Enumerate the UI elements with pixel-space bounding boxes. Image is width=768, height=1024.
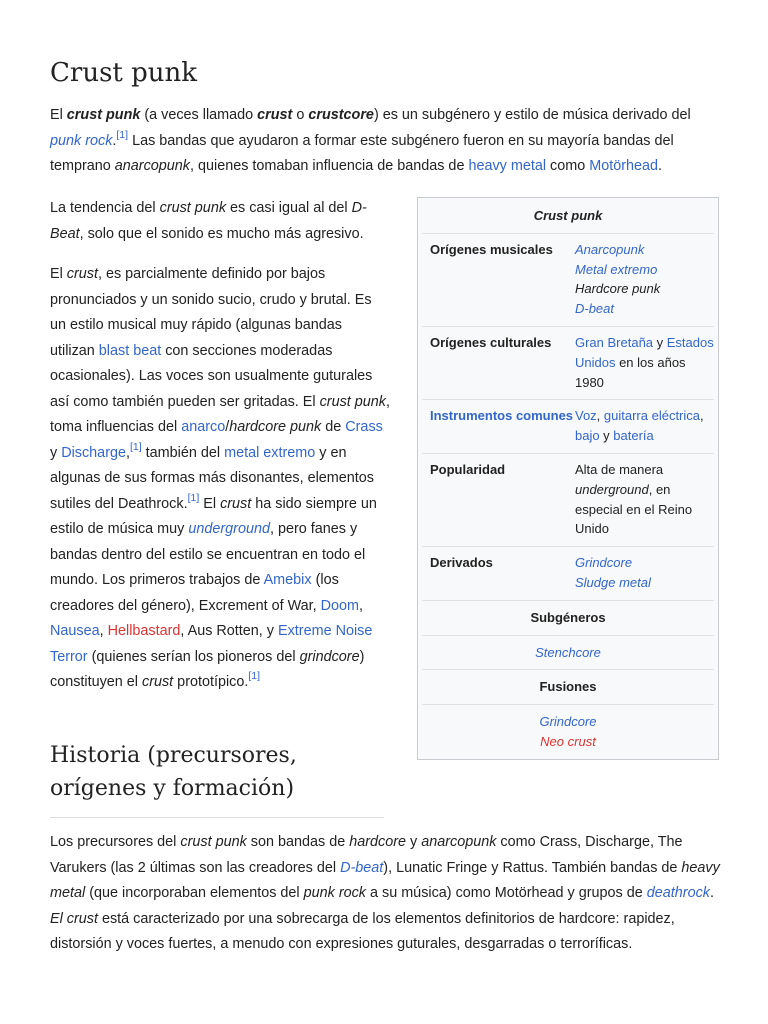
infobox-row-popularidad bbox=[422, 453, 714, 546]
italic-term: crust bbox=[66, 266, 98, 282]
text: y bbox=[406, 834, 422, 850]
text: es casi igual al del bbox=[226, 200, 352, 216]
link-d-beat[interactable]: D-beat bbox=[574, 301, 615, 317]
italic-term: El crust bbox=[50, 910, 98, 927]
text: , toma influencias del bbox=[50, 393, 390, 435]
text: , pero fanes y bandas dentro del estilo se encuentran en todo el mundo. Los primeros trabajos de bbox=[50, 521, 366, 588]
link-amebix[interactable]: Amebix bbox=[263, 572, 312, 588]
page-title: Crust punk bbox=[50, 58, 198, 88]
text: , solo que el sonido es mucho más agresivo. bbox=[79, 225, 364, 242]
link-d-beat[interactable]: D-beat bbox=[340, 859, 384, 876]
italic-term: grindcore bbox=[299, 648, 360, 665]
bold-term: crust punk bbox=[66, 107, 141, 123]
italic-term: crust punk bbox=[159, 200, 227, 216]
link-gran-bretana[interactable]: Gran Bretaña bbox=[574, 334, 654, 350]
infobox-row-instrumentos bbox=[422, 399, 714, 453]
link-doom[interactable]: Doom bbox=[320, 597, 360, 614]
reference-link[interactable]: [1] bbox=[248, 670, 261, 682]
link-discharge[interactable]: Discharge bbox=[61, 444, 126, 461]
infobox-value bbox=[575, 240, 714, 319]
link-nausea[interactable]: Nausea bbox=[50, 623, 100, 639]
text: La tendencia del bbox=[50, 200, 160, 216]
text: , bbox=[596, 408, 604, 424]
link-anarcopunk[interactable]: Anarcopunk bbox=[574, 241, 645, 257]
infobox-row-origenes-musicales bbox=[422, 233, 714, 326]
text: con secciones moderadas ocasionales). Las voces son usualmente guturales así como también pueden ser gritadas. El bbox=[50, 342, 373, 410]
text: , es parcialmente definido por bajos pronunciados y un sonido sucio, crudo y brutal. Es un estilo musical muy rápido (algunas bandas utilizan bbox=[50, 266, 372, 359]
link-heavy-metal[interactable]: heavy metal bbox=[468, 158, 547, 174]
text: , bbox=[700, 408, 704, 424]
value-text: Hardcore punk bbox=[574, 281, 661, 297]
description-paragraph bbox=[50, 262, 390, 696]
intro-paragraph bbox=[50, 103, 720, 180]
text: y en algunas de sus formas más disonantes, elementos sutiles del Deathrock. bbox=[50, 444, 374, 512]
link-grindcore[interactable]: Grindcore bbox=[574, 555, 633, 571]
text: como Crass, Discharge, The Varukers (las 2 últimas son las creadores del bbox=[50, 834, 683, 876]
link-metal-extremo[interactable]: Metal extremo bbox=[574, 261, 658, 277]
text: . bbox=[658, 158, 663, 174]
infobox-header-subgeneros: Subgéneros bbox=[422, 600, 714, 635]
infobox bbox=[417, 197, 719, 760]
bold-term: crustcore bbox=[308, 107, 374, 123]
bold-term: crust bbox=[257, 107, 293, 123]
text: como bbox=[546, 158, 590, 174]
infobox-value bbox=[575, 460, 714, 539]
link-bajo[interactable]: bajo bbox=[574, 428, 600, 444]
link-bateria[interactable]: batería bbox=[613, 428, 654, 444]
text: , quienes tomaban influencia de bandas de bbox=[190, 158, 469, 174]
link-voz[interactable]: Voz bbox=[574, 408, 597, 424]
text: ) es un subgénero y estilo de música derivado del bbox=[373, 107, 691, 123]
link-underground[interactable]: underground bbox=[188, 521, 270, 537]
infobox-label: Derivados bbox=[430, 555, 493, 571]
italic-term: hardcore punk bbox=[229, 419, 322, 435]
text: . bbox=[709, 885, 714, 901]
infobox-label: Popularidad bbox=[430, 461, 506, 477]
text: , Aus Rotten, y bbox=[180, 623, 278, 639]
text: está caracterizado por una sobrecarga de los elementos definitorios de hardcore: rapidez, distorsión y voces fuertes, a menudo con expresiones guturales, desgarradas o terroríficas. bbox=[50, 910, 675, 952]
infobox-row-derivados bbox=[422, 546, 714, 600]
infobox-value bbox=[575, 406, 714, 446]
text: a su música) como Motörhead y grupos de bbox=[366, 885, 647, 901]
text: Las bandas que ayudaron a formar este subgénero fueron en su mayoría bandas del temprano bbox=[50, 132, 674, 174]
text: Los precursores del bbox=[50, 834, 181, 850]
link-metal-extremo[interactable]: metal extremo bbox=[224, 444, 316, 461]
text: ) constituyen el bbox=[50, 648, 365, 690]
infobox-fusiones-list bbox=[422, 704, 714, 759]
link-motorhead[interactable]: Motörhead bbox=[589, 158, 659, 174]
link-neo-crust[interactable]: Neo crust bbox=[540, 733, 596, 749]
link-guitarra-electrica[interactable]: guitarra eléctrica bbox=[603, 408, 701, 424]
text: y bbox=[599, 428, 614, 444]
link-estados-unidos[interactable]: Estados Unidos bbox=[574, 334, 714, 370]
text: / bbox=[225, 419, 230, 435]
infobox-title: Crust punk bbox=[533, 208, 603, 223]
text: . bbox=[112, 132, 117, 149]
text: ha sido siempre un estilo de música muy bbox=[50, 495, 377, 537]
italic-term: crust punk bbox=[180, 834, 247, 850]
text: o bbox=[292, 107, 309, 123]
text: El bbox=[50, 107, 67, 123]
infobox-label: Orígenes culturales bbox=[430, 334, 552, 350]
link-extreme-noise-terror[interactable]: Extreme Noise Terror bbox=[50, 623, 373, 665]
text: prototípico. bbox=[173, 674, 249, 690]
italic-term: D-Beat bbox=[50, 200, 367, 242]
text: en los años 1980 bbox=[574, 354, 686, 390]
reference-link[interactable]: [1] bbox=[116, 128, 129, 141]
text: y bbox=[50, 444, 62, 461]
text: , bbox=[359, 597, 364, 614]
infobox-value bbox=[575, 333, 714, 392]
link-crass[interactable]: Crass bbox=[345, 419, 383, 435]
text: también del bbox=[141, 444, 225, 461]
text: ), Lunatic Fringe y Rattus. También bandas de bbox=[383, 859, 682, 876]
text: son bandas de bbox=[246, 834, 350, 850]
italic-term: hardcore bbox=[349, 834, 406, 850]
text: (quienes serían los pioneros del bbox=[87, 648, 300, 665]
italic-term: anarcopunk bbox=[114, 158, 191, 174]
text: , bbox=[99, 623, 108, 639]
link-blast-beat[interactable]: blast beat bbox=[98, 342, 162, 359]
text: , en especial en el Reino Unido bbox=[574, 481, 693, 537]
section-heading-historia: Historia (precursores, orígenes y formación) bbox=[50, 740, 384, 818]
infobox-value bbox=[575, 553, 714, 593]
reference-link[interactable]: [1] bbox=[187, 491, 200, 504]
italic-term: punk rock bbox=[303, 885, 366, 901]
link-sludge-metal[interactable]: Sludge metal bbox=[574, 574, 651, 590]
italic-term: crust bbox=[142, 674, 174, 690]
infobox-subgeneros-list bbox=[422, 635, 714, 670]
italic-term: crust punk bbox=[319, 393, 386, 410]
link-anarco[interactable]: anarco bbox=[181, 419, 226, 435]
link-deathrock[interactable]: deathrock bbox=[646, 885, 710, 901]
text: El bbox=[199, 495, 221, 512]
text: y bbox=[653, 334, 667, 350]
infobox-label-link[interactable]: Instrumentos comunes bbox=[430, 408, 574, 424]
text: (a veces llamado bbox=[140, 107, 258, 123]
historia-paragraph bbox=[50, 830, 722, 958]
infobox-row-origenes-culturales bbox=[422, 326, 714, 399]
link-hellbastard[interactable]: Hellbastard bbox=[107, 623, 181, 639]
infobox-header-fusiones: Fusiones bbox=[422, 669, 714, 704]
tendencia-paragraph bbox=[50, 196, 390, 247]
italic-term: crust bbox=[220, 495, 252, 512]
text: (que incorporaban elementos del bbox=[85, 885, 304, 901]
text: , bbox=[126, 444, 130, 461]
link-grindcore-fusion[interactable]: Grindcore bbox=[539, 714, 597, 730]
link-punk-rock[interactable]: punk rock bbox=[50, 132, 113, 149]
text: Alta de manera bbox=[574, 461, 664, 477]
infobox-label: Orígenes musicales bbox=[430, 241, 553, 257]
italic-term: underground bbox=[574, 481, 649, 497]
text: El bbox=[50, 266, 67, 282]
link-stenchcore[interactable]: Stenchcore bbox=[535, 644, 601, 660]
text: (los creadores del género), Excrement of War, bbox=[50, 572, 339, 614]
text: de bbox=[321, 419, 346, 435]
reference-link[interactable]: [1] bbox=[130, 440, 142, 453]
italic-term: anarcopunk bbox=[421, 834, 497, 850]
italic-term: heavy metal bbox=[50, 859, 720, 901]
